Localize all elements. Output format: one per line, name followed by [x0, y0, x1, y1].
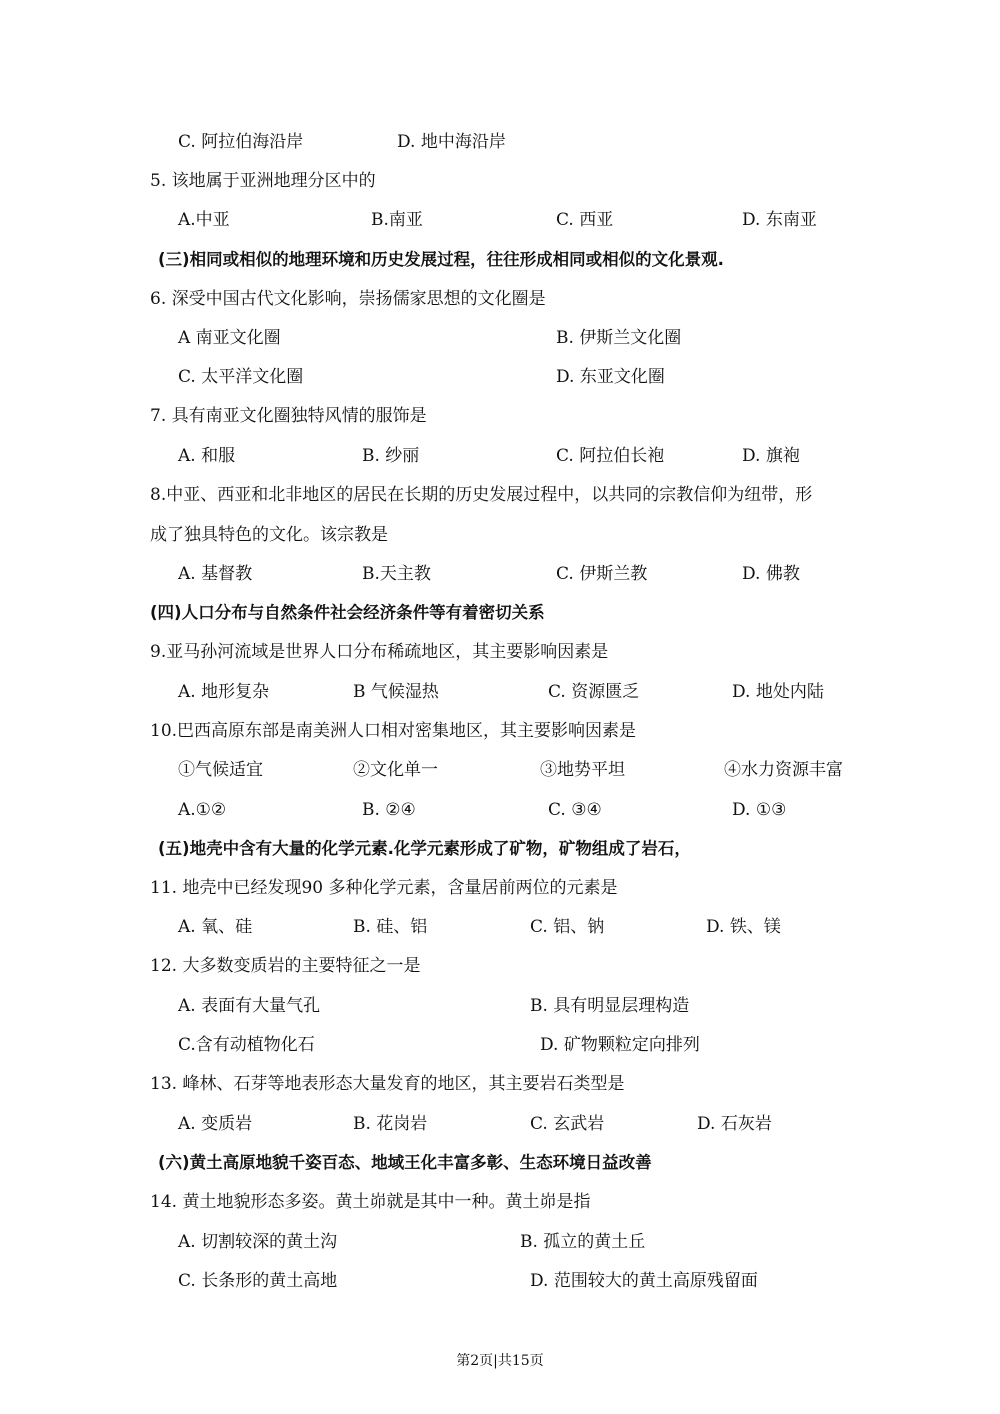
q10-option-a: A.①② [178, 800, 227, 820]
q13-option-d: D. 石灰岩 [697, 1114, 772, 1134]
q6-option-a: A 南亚文化圈 [178, 328, 281, 348]
page-number-footer: 第2页|共15页 [456, 1353, 544, 1369]
q6-option-b: B. 伊斯兰文化圈 [556, 328, 682, 348]
q10-statement-3: ③地势平坦 [540, 760, 625, 780]
q6-option-c: C. 太平洋文化圈 [178, 367, 304, 387]
q5-option-b: B.南亚 [371, 210, 423, 230]
q11-option-c: C. 铝、钠 [530, 917, 605, 937]
q10-statement-2: ②文化单一 [353, 760, 438, 780]
q9-option-a: A. 地形复杂 [178, 682, 270, 702]
q7-stem: 7. 具有南亚文化圈独特风情的服饰是 [150, 406, 427, 426]
q14-stem: 14. 黄土地貌形态多姿。黄土峁就是其中一种。黄土峁是指 [150, 1192, 591, 1212]
q12-option-c: C.含有动植物化石 [178, 1035, 315, 1055]
q8-option-a: A. 基督教 [178, 564, 253, 584]
q8-stem-line2: 成了独具特色的文化。该宗教是 [150, 525, 388, 545]
q5-option-a: A.中亚 [178, 210, 230, 230]
q7-option-b: B. 纱丽 [362, 446, 420, 466]
q9-option-d: D. 地处内陆 [732, 682, 824, 702]
section-6-heading: (六)黄土高原地貌千姿百态、地域王化丰富多彰、生态环境日益改善 [158, 1153, 652, 1172]
section-5-heading: (五)地壳中含有大量的化学元素.化学元素形成了矿物，矿物组成了岩石， [158, 839, 691, 858]
q10-statement-4: ④水力资源丰富 [724, 760, 843, 780]
q10-option-c: C. ③④ [548, 800, 602, 820]
q13-option-b: B. 花岗岩 [353, 1114, 428, 1134]
q4-option-c: C. 阿拉伯海沿岸 [178, 132, 304, 152]
q6-stem: 6. 深受中国古代文化影响，崇扬儒家思想的文化圈是 [150, 289, 546, 309]
q5-stem: 5. 该地属于亚洲地理分区中的 [150, 171, 376, 191]
q10-option-d: D. ①③ [732, 800, 787, 820]
q11-option-a: A. 氧、硅 [178, 917, 253, 937]
q5-option-c: C. 西亚 [556, 210, 614, 230]
q4-option-d: D. 地中海沿岸 [397, 132, 506, 152]
q12-option-d: D. 矿物颗粒定向排列 [540, 1035, 700, 1055]
q6-option-d: D. 东亚文化圈 [556, 367, 665, 387]
q13-stem: 13. 峰林、石芽等地表形态大量发育的地区，其主要岩石类型是 [150, 1074, 625, 1094]
q9-option-c: C. 资源匮乏 [548, 682, 640, 702]
q9-stem: 9.亚马孙河流域是世界人口分布稀疏地区，其主要影响因素是 [150, 642, 609, 662]
q9-option-b: B 气候湿热 [353, 682, 439, 702]
q10-statement-1: ①气候适宜 [178, 760, 263, 780]
q8-option-c: C. 伊斯兰教 [556, 564, 648, 584]
q8-stem-line1: 8.中亚、西亚和北非地区的居民在长期的历史发展过程中，以共同的宗教信仰为纽带，形 [150, 485, 813, 505]
q14-option-b: B. 孤立的黄土丘 [520, 1232, 646, 1252]
q12-option-a: A. 表面有大量气孔 [178, 996, 321, 1016]
q10-option-b: B. ②④ [362, 800, 416, 820]
q13-option-c: C. 玄武岩 [530, 1114, 605, 1134]
q8-option-d: D. 佛教 [742, 564, 800, 584]
q12-option-b: B. 具有明显层理构造 [530, 996, 690, 1016]
q11-option-b: B. 硅、铝 [353, 917, 428, 937]
q11-option-d: D. 铁、镁 [706, 917, 781, 937]
q7-option-d: D. 旗袍 [742, 446, 800, 466]
q7-option-a: A. 和服 [178, 446, 236, 466]
q12-stem: 12. 大多数变质岩的主要特征之一是 [150, 956, 421, 976]
q10-stem: 10.巴西高原东部是南美洲人口相对密集地区，其主要影响因素是 [150, 721, 637, 741]
section-3-heading: (三)相同或相似的地理环境和历史发展过程，往往形成相同或相似的文化景观. [158, 250, 724, 269]
q8-option-b: B.天主教 [362, 564, 431, 584]
q5-option-d: D. 东南亚 [742, 210, 817, 230]
section-4-heading: (四)人口分布与自然条件社会经济条件等有着密切关系 [150, 603, 545, 622]
q7-option-c: C. 阿拉伯长袍 [556, 446, 665, 466]
q11-stem: 11. 地壳中已经发现90 多种化学元素，含量居前两位的元素是 [150, 878, 618, 898]
q14-option-c: C. 长条形的黄土高地 [178, 1271, 338, 1291]
q14-option-a: A. 切割较深的黄土沟 [178, 1232, 338, 1252]
q13-option-a: A. 变质岩 [178, 1114, 253, 1134]
q14-option-d: D. 范围较大的黄土高原残留面 [530, 1271, 758, 1291]
